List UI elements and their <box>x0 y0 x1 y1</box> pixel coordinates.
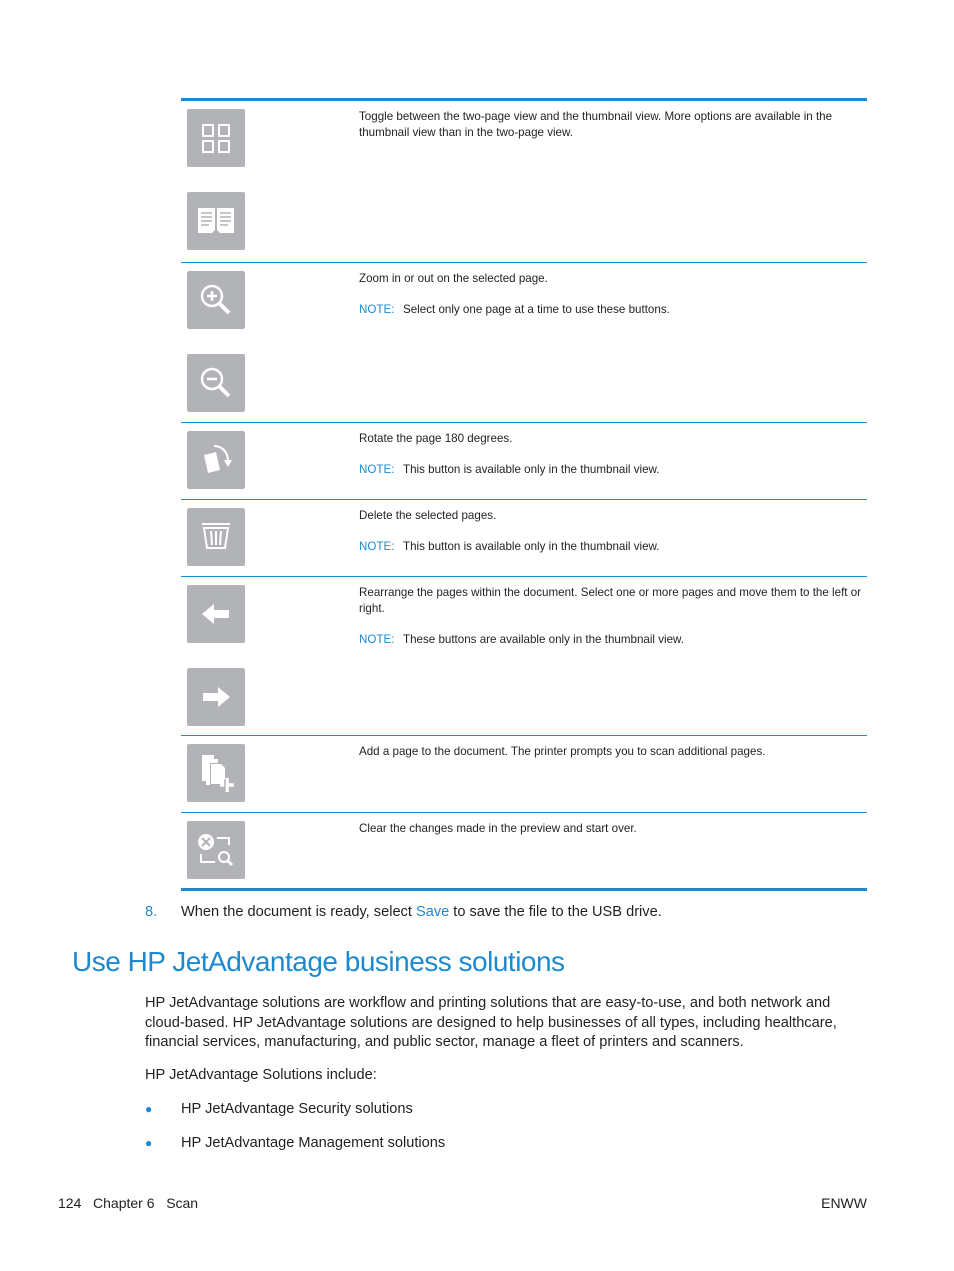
save-link[interactable]: Save <box>415 904 450 920</box>
list-item-text: HP JetAdvantage Security solutions <box>181 1101 413 1117</box>
zoom-in-icon <box>187 271 245 329</box>
table-row <box>181 812 867 888</box>
footer-section: Scan <box>166 1195 199 1211</box>
table-row <box>181 262 867 422</box>
note-text: These buttons are available only in the thumbnail view. <box>403 633 684 646</box>
section-paragraph: HP JetAdvantage solutions are workflow and printing solutions that are easy-to-use, and both network and cloud-based. HP JetAdvantage solutions are designed to help businesses of all types, including healthcare, financial services, manufacturing, and public sector, manage a fleet of printers and scanners. <box>145 995 837 1050</box>
step-text-before: When the document is ready, select <box>181 904 416 920</box>
note-text: This button is available only in the thumbnail view. <box>403 540 660 553</box>
button-reference-table <box>181 98 867 891</box>
arrow-right-icon <box>187 668 245 726</box>
footer-code: ENWW <box>821 1195 867 1211</box>
table-row <box>181 101 867 262</box>
row-description: Delete the selected pages. <box>359 509 497 522</box>
list-item-text: HP JetAdvantage Management solutions <box>181 1135 446 1151</box>
note <box>359 539 864 555</box>
table-row <box>181 499 867 576</box>
note-text: Select only one page at a time to use these buttons. <box>403 303 670 316</box>
page-number: 124 <box>58 1195 82 1211</box>
arrow-left-icon <box>187 585 245 643</box>
footer-left <box>58 1193 198 1213</box>
include-label: HP JetAdvantage Solutions include: <box>145 1067 377 1083</box>
bullet-icon: ● <box>145 1102 153 1116</box>
two-page-view-icon <box>187 192 245 250</box>
section-heading: Use HP JetAdvantage business solutions <box>72 946 565 977</box>
bullet-icon: ● <box>145 1136 153 1150</box>
note <box>359 462 864 478</box>
row-description: Rotate the page 180 degrees. <box>359 432 513 445</box>
note-label: NOTE: <box>359 540 395 553</box>
zoom-out-icon <box>187 354 245 412</box>
note-label: NOTE: <box>359 633 395 646</box>
note <box>359 302 864 318</box>
clear-preview-icon <box>187 821 245 879</box>
add-page-icon <box>187 744 245 802</box>
note-label: NOTE: <box>359 463 395 476</box>
row-description: Rearrange the pages within the document. Select one or more pages and move them to the left or right. <box>359 586 862 615</box>
footer-chapter: Chapter 6 <box>93 1195 155 1211</box>
note-text: This button is available only in the thumbnail view. <box>403 463 660 476</box>
step-text-after: to save the file to the USB drive. <box>449 904 662 920</box>
table-row <box>181 735 867 812</box>
rotate-icon <box>187 431 245 489</box>
trash-icon <box>187 508 245 566</box>
row-description: Add a page to the document. The printer prompts you to scan additional pages. <box>359 745 766 758</box>
step-number: 8. <box>145 904 158 920</box>
note <box>359 632 864 648</box>
step-text <box>181 902 662 922</box>
note-label: NOTE: <box>359 303 395 316</box>
row-description: Clear the changes made in the preview and start over. <box>359 822 637 835</box>
row-description: Toggle between the two-page view and the thumbnail view. More options are available in the thumbnail view than in the two-page view. <box>359 110 833 139</box>
table-row <box>181 422 867 499</box>
table-row <box>181 576 867 735</box>
thumbnail-view-icon <box>187 109 245 167</box>
row-description: Zoom in or out on the selected page. <box>359 272 548 285</box>
